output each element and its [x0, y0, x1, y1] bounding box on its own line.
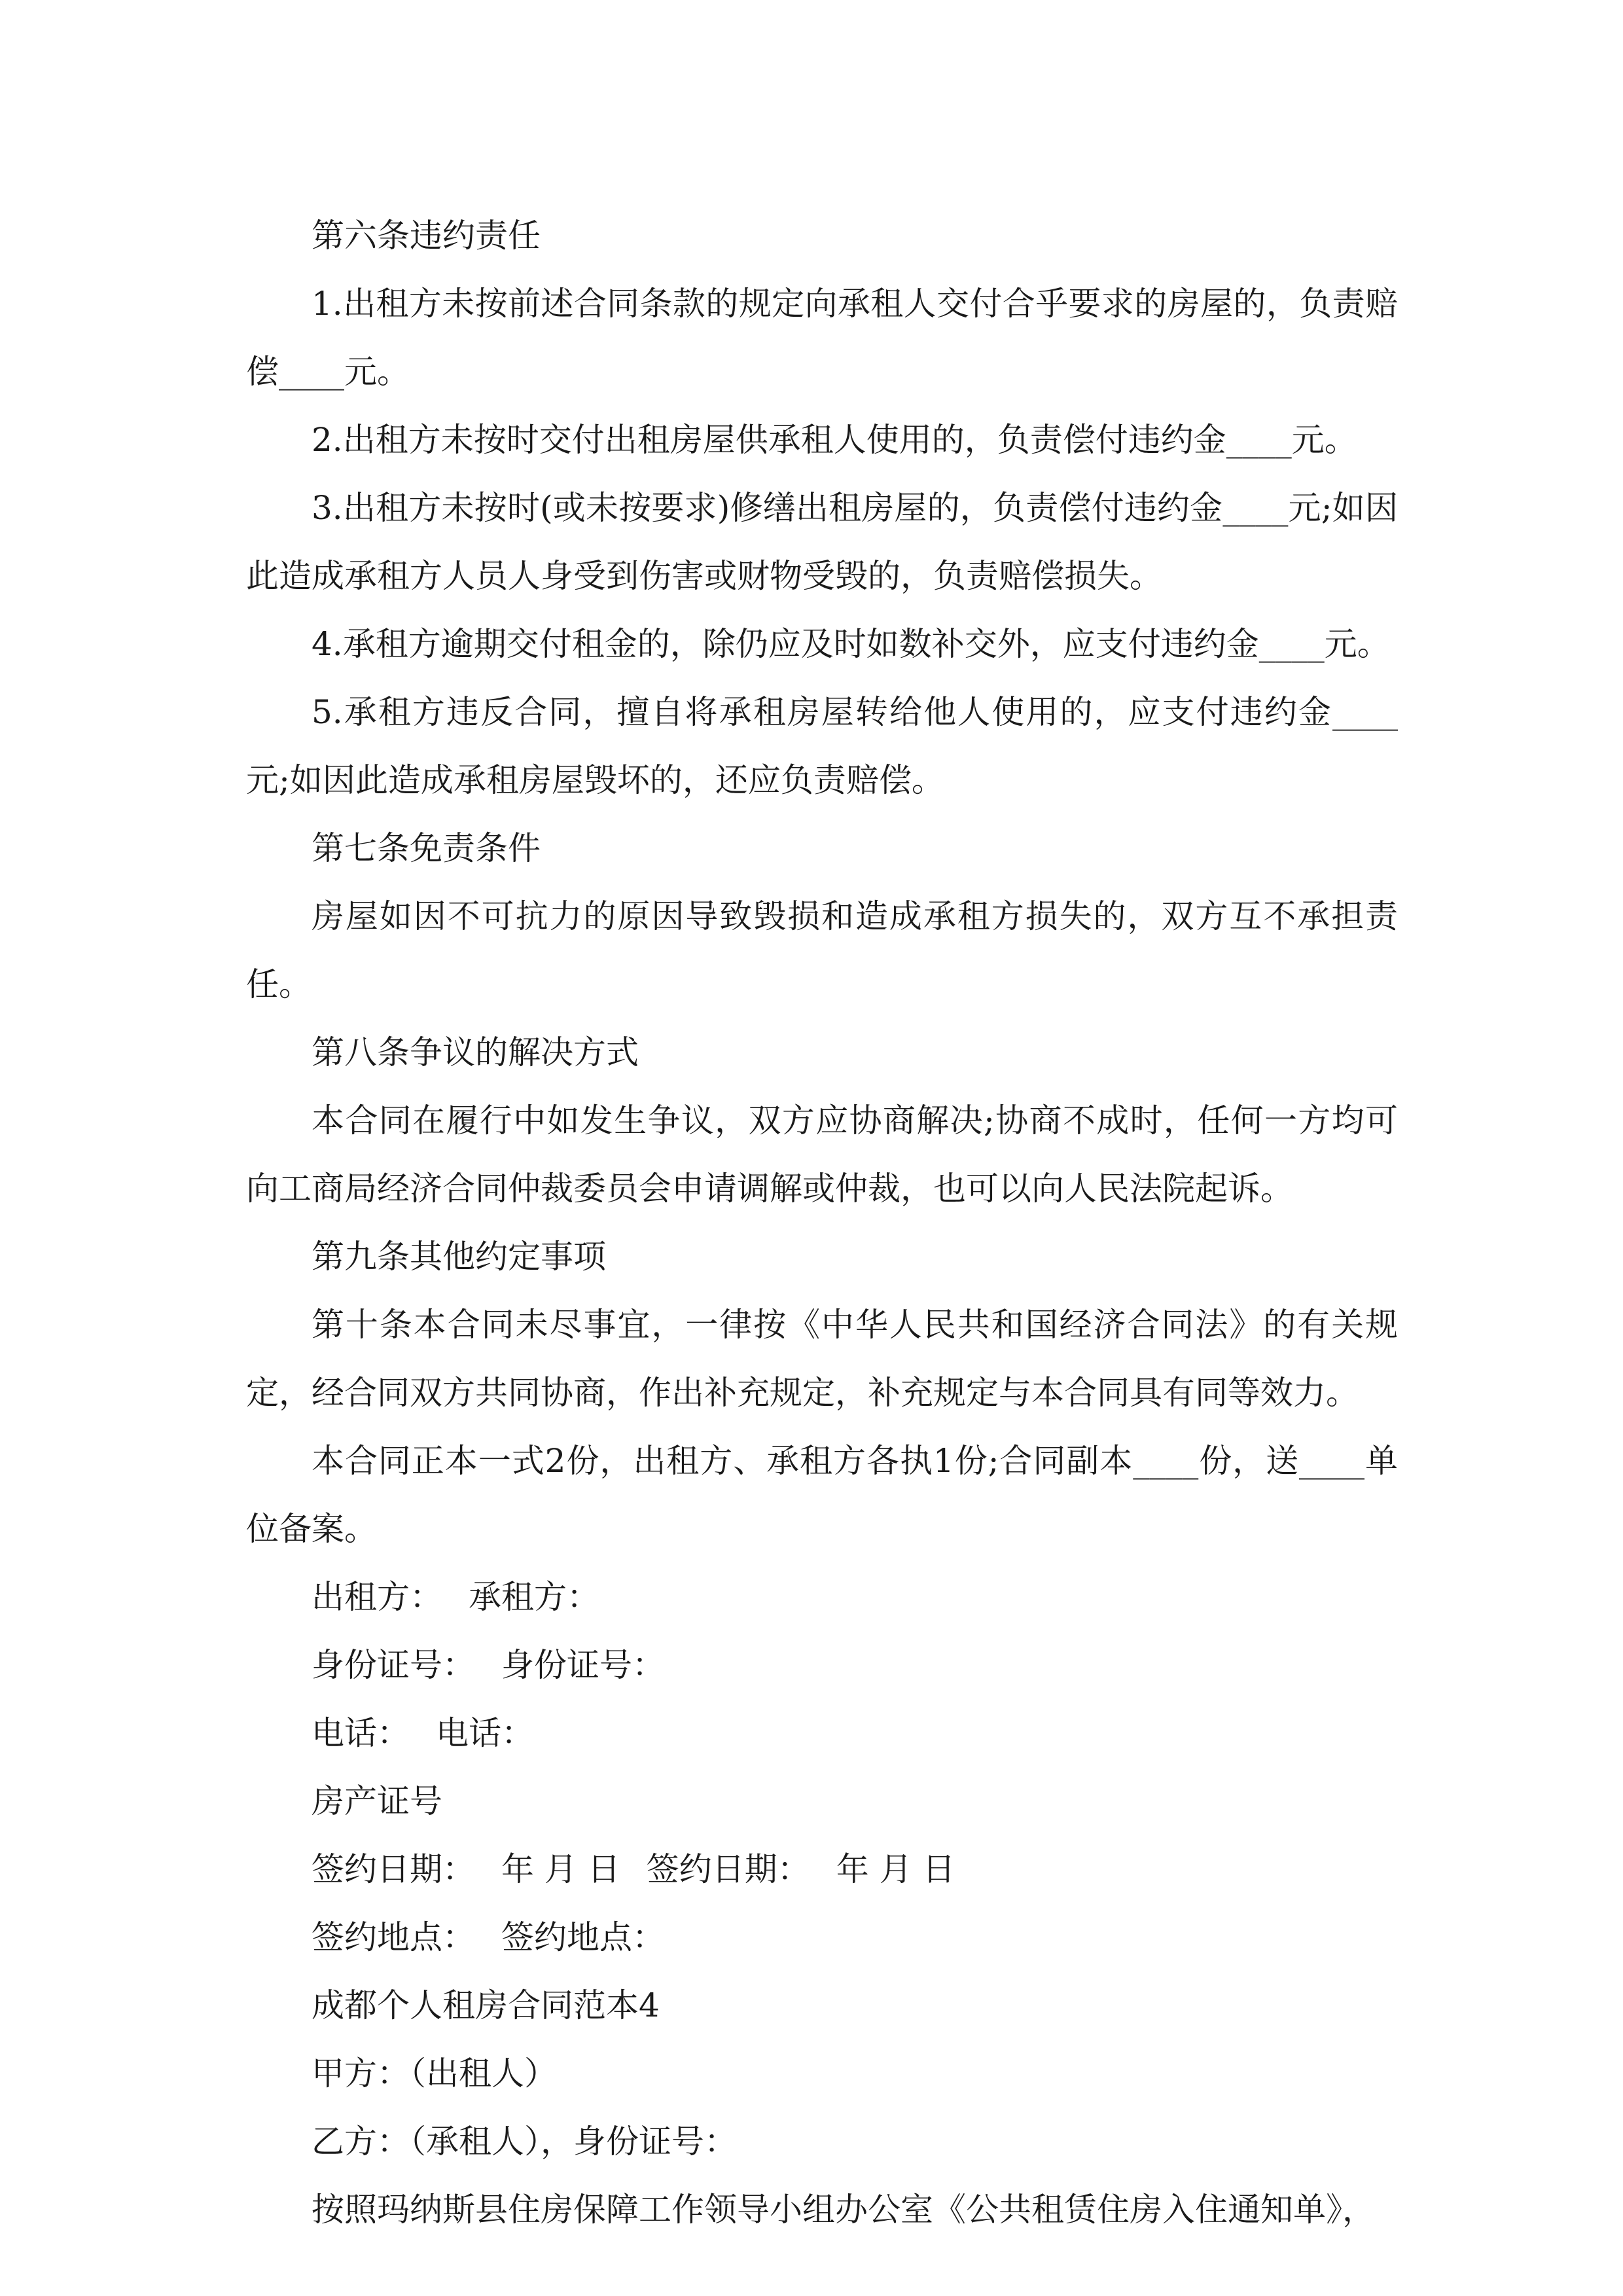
clause-7-text: 房屋如因不可抗力的原因导致毁损和造成承租方损失的，双方互不承担责任。: [246, 897, 1398, 1003]
lessee-phone-label: 电话：: [436, 1714, 534, 1752]
lessor-sign-place-label: 签约地点：: [312, 1918, 475, 1956]
signature-id-line: [246, 1631, 1398, 1699]
party-b-line: 乙方：（承租人），身份证号：: [312, 2123, 737, 2161]
section-heading-article-7: 第七条免责条件: [312, 829, 541, 867]
copies-clause: 本合同正本一式2份，出租方、承租方各执1份;合同副本____份，送____单位备案。: [246, 1442, 1398, 1548]
lessee-sign-date: 年 月 日: [836, 1850, 955, 1888]
signature-date-line: [246, 1835, 1398, 1903]
section-heading-article-9: 第九条其他约定事项: [312, 1238, 606, 1276]
property-cert-label: 房产证号: [312, 1782, 442, 1820]
signature-phone-line: [246, 1699, 1398, 1767]
lessor-sign-date-label: 签约日期：: [312, 1850, 475, 1888]
lessor-label: 出租方：: [312, 1578, 442, 1616]
party-a-line: 甲方：（出租人）: [312, 2054, 557, 2092]
clause-10-text: 第十条本合同未尽事宜，一律按《中华人民共和国经济合同法》的有关规定，经合同双方共同协商，作出补充规定，补充规定与本合同具有同等效力。: [246, 1306, 1398, 1412]
lessee-id-label: 身份证号：: [501, 1646, 665, 1684]
clause-6-5: 5.承租方违反合同，擅自将承租房屋转给他人使用的，应支付违约金____元;如因此造成承租房屋毁坏的，还应负责赔偿。: [246, 693, 1398, 799]
clause-6-4: 4.承租方逾期交付租金的，除仍应及时如数补交外，应支付违约金____元。: [312, 625, 1390, 663]
intro-paragraph: 按照玛纳斯县住房保障工作领导小组办公室《公共租赁住房入住通知单》，: [312, 2191, 1375, 2229]
document-body: [246, 202, 1398, 2244]
lessee-sign-date-label: 签约日期：: [646, 1850, 810, 1888]
clause-6-2: 2.出租方未按时交付出租房屋供承租人使用的，负责偿付违约金____元。: [312, 421, 1357, 459]
lessor-id-label: 身份证号：: [312, 1646, 475, 1684]
lessor-sign-date: 年 月 日: [501, 1850, 620, 1888]
lessee-sign-place-label: 签约地点：: [501, 1918, 665, 1956]
clause-6-1: 1.出租方未按前述合同条款的规定向承租人交付合乎要求的房屋的，负责赔偿____元。: [246, 285, 1398, 391]
lessor-phone-label: 电话：: [312, 1714, 410, 1752]
clause-8-text: 本合同在履行中如发生争议，双方应协商解决;协商不成时，任何一方均可向工商局经济合同仲裁委员会申请调解或仲裁，也可以向人民法院起诉。: [246, 1102, 1398, 1208]
section-heading-article-6: 第六条违约责任: [312, 217, 541, 255]
section-heading-article-8: 第八条争议的解决方式: [312, 1033, 639, 1071]
lessee-label: 承租方：: [469, 1578, 599, 1616]
signature-place-line: [246, 1903, 1398, 1971]
clause-6-3: 3.出租方未按时(或未按要求)修缮出租房屋的，负责偿付违约金____元;如因此造成承租方人员人身受到伤害或财物受毁的，负责赔偿损失。: [246, 489, 1398, 595]
next-contract-title: 成都个人租房合同范本4: [312, 1986, 660, 2024]
signature-parties-line: [246, 1563, 1398, 1631]
